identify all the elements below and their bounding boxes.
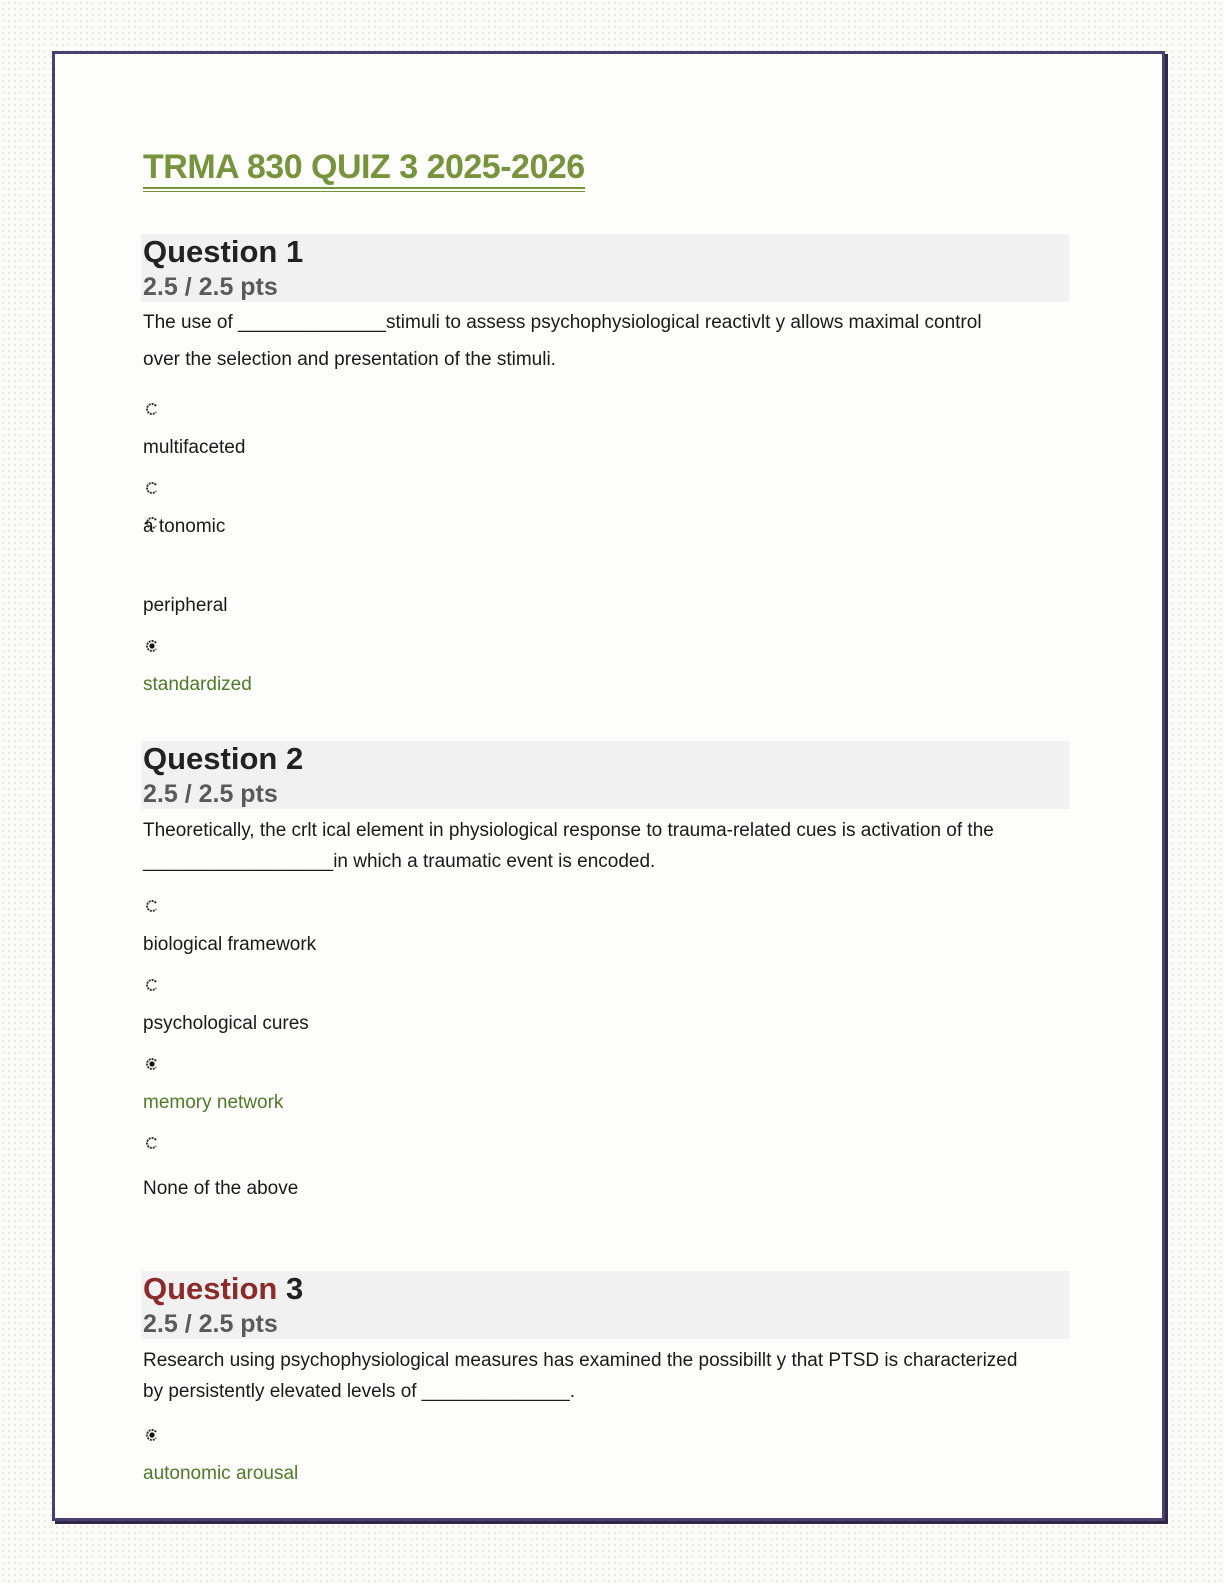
q2-option-memory-network[interactable]: memory network	[143, 1092, 284, 1113]
question-2-text: Theoretically, the crlt ical element in physiological response to trauma-related cues is activation of the __________________in which a traumatic event is encoded.	[143, 820, 994, 872]
question-2-title: Question 2	[143, 741, 304, 776]
radio-unselected-icon[interactable]	[145, 481, 159, 495]
document-title: TRMA 830 QUIZ 3 2025-2026	[143, 148, 585, 189]
question-1-text: The use of ______________stimuli to assess psychophysiological reactivlt y allows maximal control over the selection and presentation of the stimuli.	[143, 312, 982, 370]
question-2-header	[141, 741, 1069, 809]
question-3-header	[141, 1271, 1069, 1339]
radio-unselected-icon[interactable]	[145, 1136, 159, 1150]
question-3-title: Question 3	[143, 1271, 304, 1306]
radio-unselected-icon[interactable]	[145, 402, 159, 416]
q1-option-standardized[interactable]: standardized	[143, 674, 252, 695]
q2-option-psychological-cures[interactable]: psychological cures	[143, 1013, 309, 1034]
radio-selected-icon[interactable]	[145, 1428, 159, 1442]
q1-option-peripheral[interactable]: peripheral	[143, 595, 228, 616]
question-1-header	[141, 234, 1069, 302]
q3-option-autonomic-arousal[interactable]: autonomic arousal	[143, 1463, 299, 1484]
radio-unselected-icon[interactable]	[145, 899, 159, 913]
q2-option-biological-framework[interactable]: biological framework	[143, 934, 317, 955]
radio-unselected-icon[interactable]	[145, 978, 159, 992]
q1-option-autonomic[interactable]: a tonomic	[143, 516, 226, 537]
radio-selected-icon[interactable]	[145, 639, 159, 653]
question-1-title: Question 1	[143, 234, 304, 269]
question-2-points: 2.5 / 2.5 pts	[143, 780, 278, 808]
question-3-text: Research using psychophysiological measures has examined the possibillt y that PTSD is characterized by persistently elevated levels of ______________.	[143, 1350, 1018, 1402]
question-3-points: 2.5 / 2.5 pts	[143, 1310, 278, 1338]
question-1-points: 2.5 / 2.5 pts	[143, 273, 278, 301]
q1-option-multifaceted[interactable]: multifaceted	[143, 437, 246, 458]
q2-option-none-of-the-above[interactable]: None of the above	[143, 1178, 299, 1199]
radio-selected-icon[interactable]	[145, 1057, 159, 1071]
